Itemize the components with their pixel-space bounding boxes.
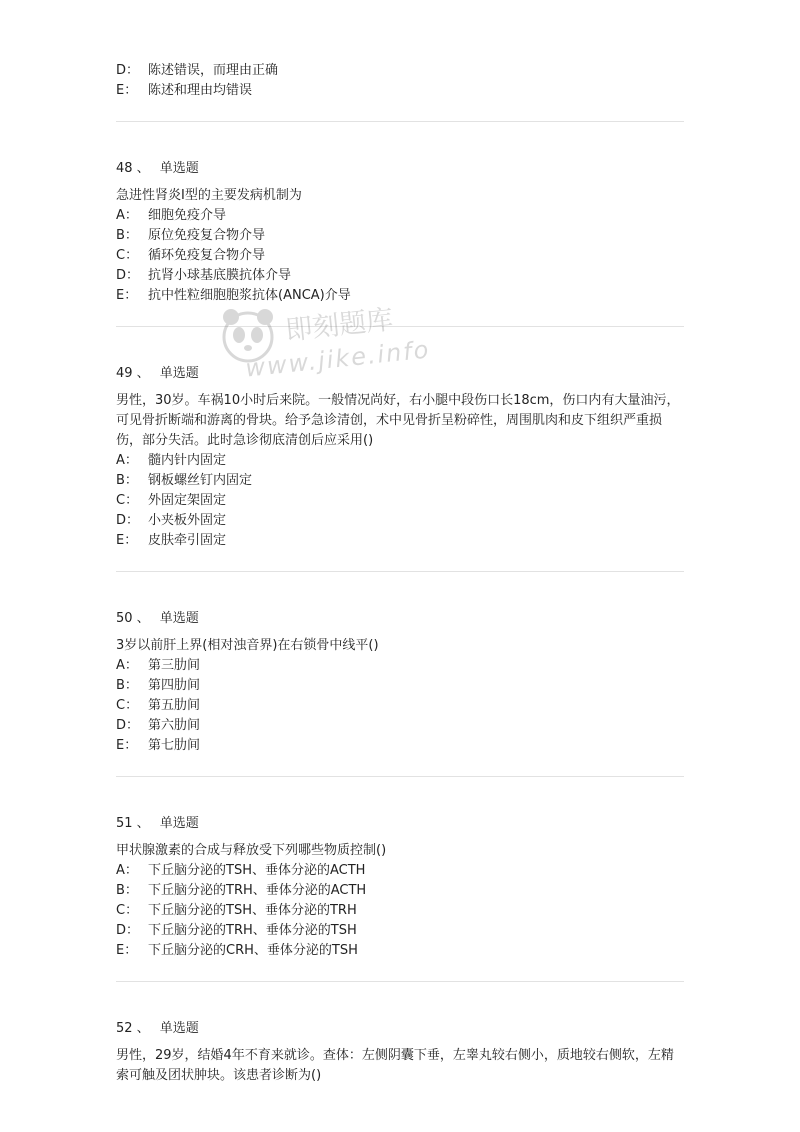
option-key: D： — [116, 63, 140, 78]
option-text: 抗肾小球基底膜抗体介导 — [148, 268, 292, 283]
option-key: A： — [116, 658, 138, 673]
option-text: 第六肋间 — [148, 718, 201, 733]
option-key: C： — [116, 248, 139, 263]
option-key: B： — [116, 883, 138, 898]
question-number: 49 、 — [116, 366, 150, 381]
option-key: E： — [116, 288, 138, 303]
option-c — [116, 246, 684, 266]
option-key: C： — [116, 493, 139, 508]
option-b — [116, 471, 684, 491]
option-key: E： — [116, 533, 138, 548]
option-a — [116, 861, 684, 881]
question-51 — [116, 814, 684, 961]
exam-page — [116, 61, 684, 1086]
option-text: 循环免疫复合物介导 — [148, 248, 266, 263]
option-text: 下丘脑分泌的TSH、垂体分泌的ACTH — [148, 863, 366, 878]
option-a — [116, 206, 684, 226]
option-key: B： — [116, 228, 138, 243]
option-b — [116, 226, 684, 246]
option-b — [116, 881, 684, 901]
option-text: 外固定架固定 — [148, 493, 227, 508]
option-key: B： — [116, 473, 138, 488]
option-d — [116, 716, 684, 736]
option-b — [116, 676, 684, 696]
option-key: E： — [116, 83, 138, 98]
option-text: 陈述错误，而理由正确 — [148, 63, 279, 78]
question-header — [116, 1019, 684, 1039]
option-text: 抗中性粒细胞胞浆抗体(ANCA)介导 — [148, 288, 351, 303]
option-text: 第七肋间 — [148, 738, 201, 753]
question-header — [116, 814, 684, 834]
option-key: A： — [116, 453, 138, 468]
option-d — [116, 921, 684, 941]
option-key: D： — [116, 718, 140, 733]
option-text: 髓内针内固定 — [148, 453, 227, 468]
question-stem: 3岁以前肝上界(相对浊音界)在右锁骨中线平() — [116, 638, 379, 653]
option-key: D： — [116, 268, 140, 283]
watermark-text: 即刻题库 — [283, 304, 395, 347]
question-type: 单选题 — [159, 816, 199, 831]
question-type: 单选题 — [159, 1021, 199, 1036]
option-text: 下丘脑分泌的TRH、垂体分泌的ACTH — [148, 883, 367, 898]
option-text: 第三肋间 — [148, 658, 201, 673]
option-text: 皮肤牵引固定 — [148, 533, 227, 548]
option-key: D： — [116, 513, 140, 528]
question-52 — [116, 1019, 684, 1086]
option-c — [116, 491, 684, 511]
option-d — [116, 511, 684, 531]
question-header — [116, 609, 684, 629]
option-key: B： — [116, 678, 138, 693]
option-text: 第四肋间 — [148, 678, 201, 693]
question-number: 51 、 — [116, 816, 150, 831]
option-key: A： — [116, 208, 138, 223]
question-type: 单选题 — [159, 366, 199, 381]
question-divider — [116, 121, 684, 122]
option-e — [116, 286, 684, 306]
option-text: 细胞免疫介导 — [148, 208, 227, 223]
option-key: A： — [116, 863, 138, 878]
watermark-url: www.jike.info — [244, 335, 432, 383]
question-type: 单选题 — [159, 611, 199, 626]
question-type: 单选题 — [159, 161, 199, 176]
option-d — [116, 266, 684, 286]
option-key: C： — [116, 903, 139, 918]
question-50 — [116, 609, 684, 756]
option-key: E： — [116, 738, 138, 753]
option-e — [116, 531, 684, 551]
option-key: E： — [116, 943, 138, 958]
option-text: 原位免疫复合物介导 — [148, 228, 266, 243]
option-text: 钢板螺丝钉内固定 — [148, 473, 253, 488]
question-stem: 甲状腺激素的合成与释放受下列哪些物质控制() — [116, 843, 387, 858]
option-text: 下丘脑分泌的TRH、垂体分泌的TSH — [148, 923, 357, 938]
option-text: 下丘脑分泌的CRH、垂体分泌的TSH — [148, 943, 358, 958]
question-divider — [116, 571, 684, 572]
option-text: 陈述和理由均错误 — [148, 83, 253, 98]
question-number: 52 、 — [116, 1021, 150, 1036]
option-d — [116, 61, 684, 81]
option-key: C： — [116, 698, 139, 713]
question-divider — [116, 981, 684, 982]
option-text: 小夹板外固定 — [148, 513, 227, 528]
question-stem: 男性，30岁。车祸10小时后来院。一般情况尚好，右小腿中段伤口长18cm，伤口内有大量油污，可见骨折断端和游离的骨块。给予急诊清创，术中见骨折呈粉碎性，周围肌肉和皮下组织严重损伤，部分失活。此时急诊彻底清创后应采用() — [116, 393, 680, 448]
option-e — [116, 941, 684, 961]
option-c — [116, 696, 684, 716]
previous-question-tail — [116, 61, 684, 101]
option-e — [116, 736, 684, 756]
option-a — [116, 656, 684, 676]
question-stem: 急进性肾炎Ⅰ型的主要发病机制为 — [116, 188, 302, 203]
option-a — [116, 451, 684, 471]
question-header — [116, 159, 684, 179]
option-c — [116, 901, 684, 921]
question-number: 50 、 — [116, 611, 150, 626]
option-e — [116, 81, 684, 101]
question-divider — [116, 776, 684, 777]
question-stem: 男性，29岁，结婚4年不育来就诊。查体：左侧阴囊下垂，左睾丸较右侧小，质地较右侧软，左精索可触及团状肿块。该患者诊断为() — [116, 1048, 674, 1083]
option-text: 下丘脑分泌的TSH、垂体分泌的TRH — [148, 903, 357, 918]
option-text: 第五肋间 — [148, 698, 201, 713]
question-divider — [116, 326, 684, 327]
question-number: 48 、 — [116, 161, 150, 176]
option-key: D： — [116, 923, 140, 938]
question-48 — [116, 159, 684, 306]
question-49 — [116, 364, 684, 551]
question-header — [116, 364, 684, 384]
